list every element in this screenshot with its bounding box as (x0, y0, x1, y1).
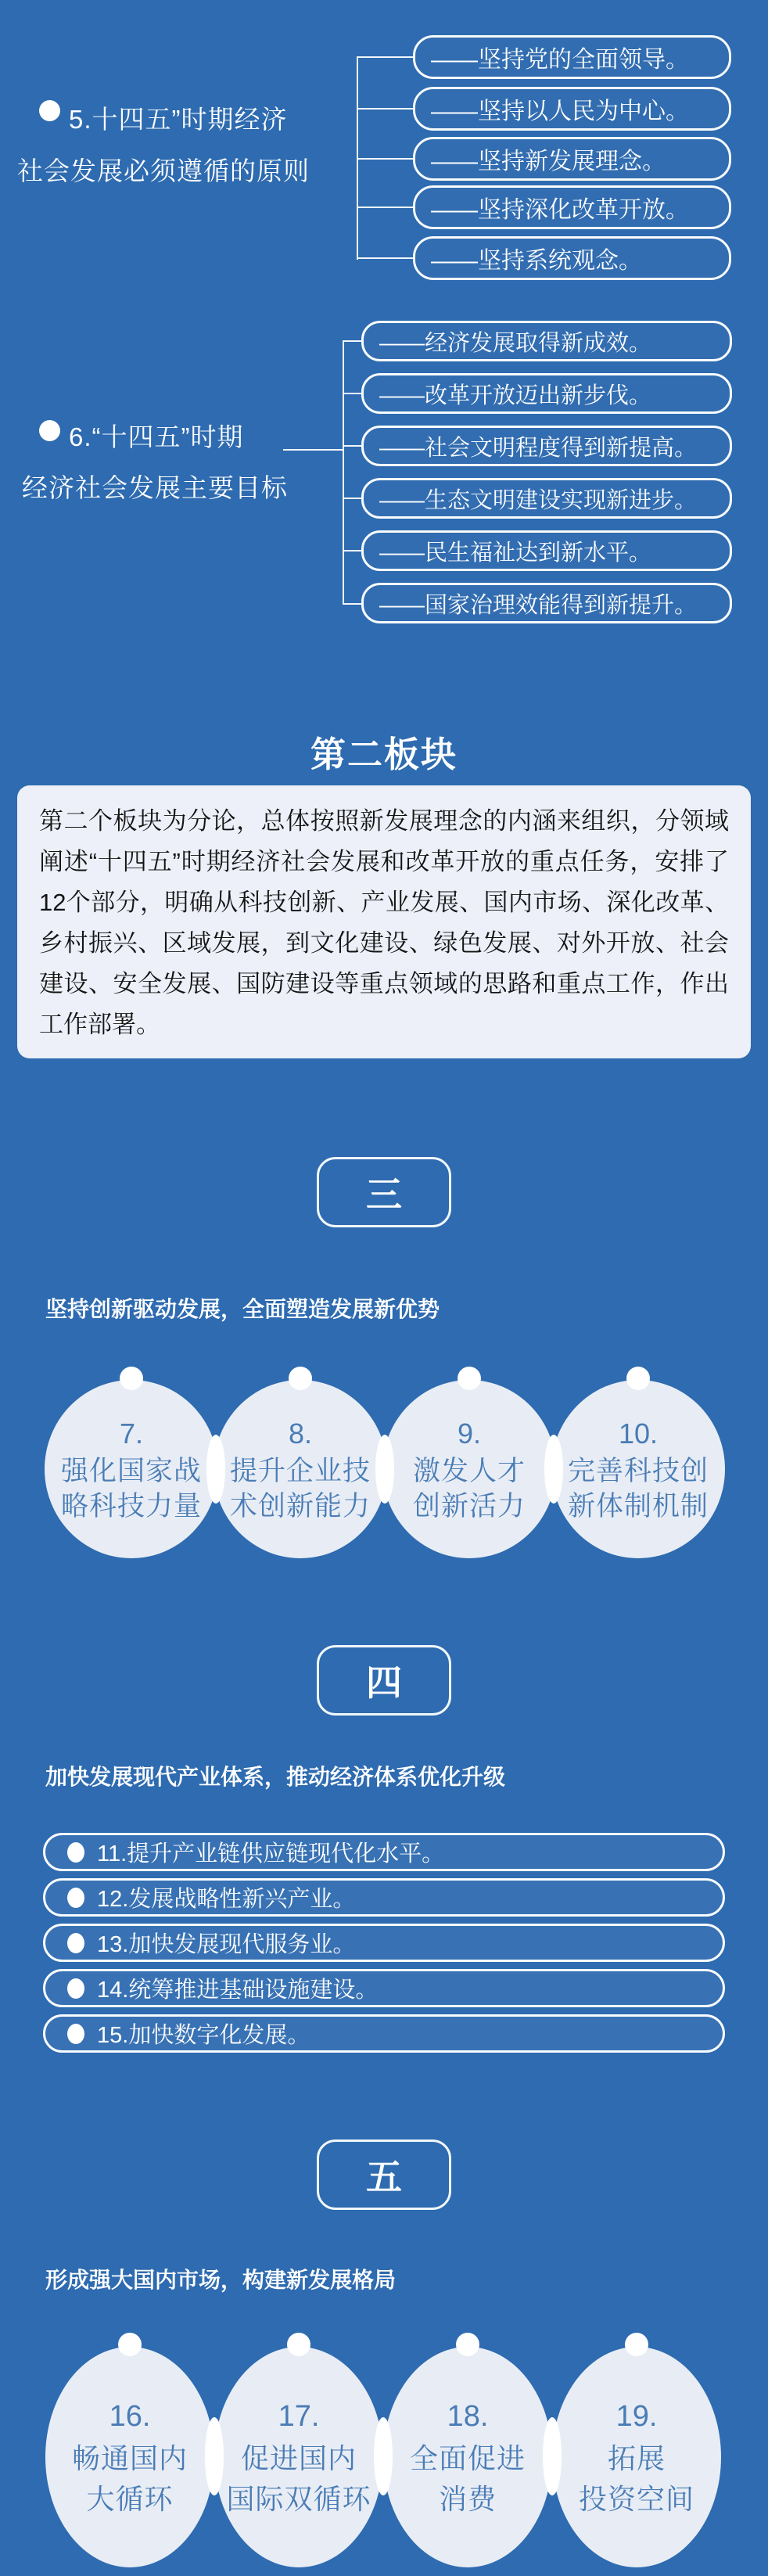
goal-box: ——民生福祉达到新水平。 (361, 530, 732, 571)
topic-text: 术创新能力 (229, 1491, 371, 1522)
bullet-dot-icon (67, 2024, 84, 2044)
topic-circle (383, 2347, 552, 2567)
task-label: 12.发展战略性新兴产业。 (97, 1887, 356, 1912)
task-bar (43, 1878, 725, 1917)
topic-number: 17. (278, 2400, 320, 2433)
principles-label-line2: 社会发展必须遵循的原则 (17, 156, 310, 185)
topic-number: 8. (288, 1417, 313, 1450)
topic-circle (552, 2347, 721, 2567)
topic-text: 国际双循环 (226, 2483, 371, 2515)
topic-text: 完善科技创 (567, 1456, 709, 1486)
task-label: 11.提升产业链供应链现代化水平。 (97, 1841, 445, 1866)
topic-circle (551, 1380, 725, 1558)
topic-circle (45, 1380, 218, 1558)
connector-line (358, 56, 413, 58)
part-four-marker: 四 (317, 1645, 451, 1716)
topic-text: 大循环 (86, 2483, 174, 2515)
circle-top-dot-icon (287, 2333, 310, 2356)
task-bar (43, 1833, 725, 1871)
goal-box: ——国家治理效能得到新提升。 (361, 583, 732, 623)
topic-circle (214, 1380, 387, 1558)
bullet-dot-icon (67, 1888, 84, 1908)
topic-text: 略科技力量 (60, 1491, 202, 1522)
connector-line (344, 603, 361, 605)
task-label: 15.加快数字化发展。 (97, 2023, 310, 2048)
circle-overlap-lens (375, 1435, 394, 1504)
topic-text: 消费 (438, 2483, 497, 2515)
goals-label-line1: 6.“十四五”时期 (69, 422, 244, 451)
topic-text: 投资空间 (578, 2483, 694, 2515)
topic-number: 16. (109, 2400, 151, 2433)
connector-line (283, 449, 344, 451)
principle-box: ——坚持系统观念。 (413, 236, 731, 280)
topic-number: 7. (119, 1417, 144, 1450)
topic-text: 促进国内 (240, 2442, 357, 2474)
bullet-dot-icon (67, 1842, 84, 1863)
topic-circle (214, 2347, 383, 2567)
principles-label-line1: 5.十四五”时期经济 (69, 105, 288, 134)
topic-number: 9. (457, 1417, 482, 1450)
goal-box: ——生态文明建设实现新进步。 (361, 478, 732, 519)
connector-line (358, 207, 413, 208)
topic-text: 激发人才 (412, 1456, 526, 1486)
task-bar (43, 1969, 725, 2007)
task-label: 14.统筹推进基础设施建设。 (97, 1978, 379, 2003)
connector-line (358, 257, 413, 259)
bullet-dot-icon (39, 420, 60, 441)
circle-top-dot-icon (118, 2333, 142, 2356)
principle-box: ——坚持以人民为中心。 (413, 87, 731, 131)
topic-text: 拓展 (607, 2442, 666, 2474)
circle-overlap-lens (206, 1435, 225, 1504)
topic-number: 10. (618, 1417, 659, 1450)
part-three-marker: 三 (317, 1157, 451, 1227)
topic-text: 提升企业技 (229, 1456, 371, 1486)
task-bar (43, 2014, 725, 2053)
circle-top-dot-icon (458, 1367, 481, 1390)
block-two-intro-card: 第二个板块为分论，总体按照新发展理念的内涵来组织，分领域阐述“十四五”时期经济社会发展和改革开放的重点任务，安排了12个部分，明确从科技创新、产业发展、国内市场、深化改革、乡村振兴、区域发展，到文化建设、绿色发展、对外开放、社会建设、安全发展、国防建设等重点领域的思路和重点工作，作出工作部署。 (17, 785, 751, 1058)
circle-top-dot-icon (120, 1367, 143, 1390)
goals-label-line2: 经济社会发展主要目标 (22, 473, 288, 502)
principle-box: ——坚持党的全面领导。 (413, 35, 731, 79)
connector-line (344, 340, 361, 342)
task-label: 13.加快发展现代服务业。 (97, 1932, 356, 1957)
bullet-dot-icon (39, 100, 60, 121)
bullet-dot-icon (67, 1933, 84, 1953)
topic-number: 19. (615, 2400, 658, 2433)
goal-box: ——改革开放迈出新步伐。 (361, 373, 732, 414)
topic-text: 强化国家战 (60, 1456, 202, 1486)
circle-top-dot-icon (289, 1367, 312, 1390)
goal-box: ——社会文明程度得到新提高。 (361, 426, 732, 466)
bullet-dot-icon (67, 1978, 84, 1999)
connector-line (358, 108, 413, 110)
circle-overlap-lens (543, 2417, 562, 2495)
connector-line (344, 393, 361, 394)
topic-circle (382, 1380, 556, 1558)
connector-line (358, 158, 413, 160)
connector-trunk (343, 340, 344, 605)
topic-text: 新体制机制 (567, 1491, 709, 1522)
task-bar (43, 1924, 725, 1962)
connector-line (344, 445, 361, 447)
principle-box: ——坚持新发展理念。 (413, 137, 731, 181)
topic-circle (45, 2347, 214, 2567)
block-two-title: 第二板块 (310, 735, 458, 774)
circle-top-dot-icon (456, 2333, 479, 2356)
principle-box: ——坚持深化改革开放。 (413, 185, 731, 229)
topic-text: 全面促进 (409, 2442, 526, 2474)
goal-box: ——经济发展取得新成效。 (361, 321, 732, 361)
circle-top-dot-icon (625, 2333, 648, 2356)
connector-line (344, 550, 361, 551)
topic-text: 创新活力 (412, 1491, 526, 1522)
part-five-heading: 形成强大国内市场，构建新发展格局 (45, 2268, 397, 2292)
part-three-heading: 坚持创新驱动发展，全面塑造发展新优势 (45, 1297, 440, 1321)
connector-line (344, 498, 361, 499)
circle-overlap-lens (544, 1435, 563, 1504)
topic-text: 畅通国内 (71, 2442, 188, 2474)
circle-top-dot-icon (626, 1367, 650, 1390)
topic-number: 18. (447, 2400, 489, 2433)
part-five-marker: 五 (317, 2139, 451, 2210)
circle-overlap-lens (205, 2417, 224, 2495)
circle-overlap-lens (374, 2417, 393, 2495)
part-four-heading: 加快发展现代产业体系，推动经济体系优化升级 (45, 1765, 506, 1789)
